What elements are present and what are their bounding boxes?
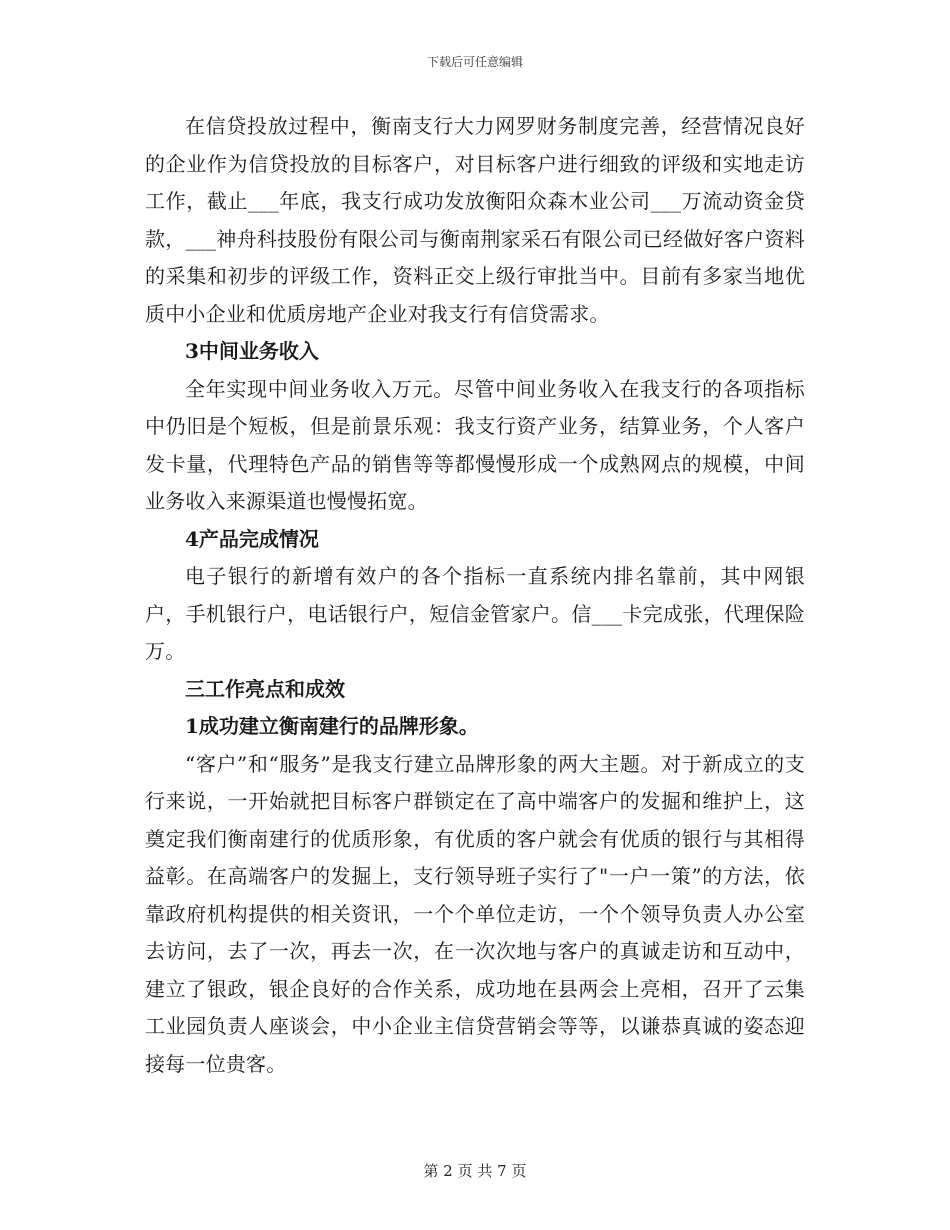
paragraph-brand-image: “客户”和“服务”是我支行建立品牌形象的两大主题。对于新成立的支行来说，一开始就把目标客户群锁定在了高中端客户的发掘和维护上，这奠定我们衡南建行的优质形象，有优质的客户就会有优质的银行与其相得益彰。在高端客户的发掘上，支行领导班子实行了"一户一策”的方法，依靠政府机构提供的相关资讯，一个个单位走访，一个个领导负责人办公室去访问，去了一次，再去一次，在一次次地与客户的真诚走访和互动中，建立了银政，银企良好的合作关系，成功地在县两会上亮相，召开了云集工业园负责人座谈会，中小企业主信贷营销会等等，以谦恭真诚的姿态迎接每一位贵客。	[145, 751, 805, 1076]
page-footer: 第 2 页 共 7 页	[423, 1162, 527, 1180]
page-header: 下载后可任意编辑	[426, 55, 523, 69]
paragraph-product-completion: 电子银行的新增有效户的各个指标一直系统内排名靠前，其中网银户，手机银行户，电话银行户，短信金管家户。信___卡完成张，代理保险万。	[145, 564, 805, 663]
paragraph-intermediate-income: 全年实现中间业务收入万元。尽管中间业务收入在我支行的各项指标中仍旧是个短板，但是前景乐观：我支行资产业务，结算业务，个人客户发卡量，代理特色产品的销售等等都慢慢形成一个成熟网点的规模，中间业务收入来源渠道也慢慢拓宽。	[145, 376, 805, 513]
section-heading-product-completion: 4产品完成情况	[185, 526, 319, 551]
subsection-heading-brand-image: 1成功建立衡南建行的品牌形象。	[185, 714, 479, 738]
section-heading-highlights: 三工作亮点和成效	[185, 676, 345, 701]
section-heading-intermediate-income: 3中间业务收入	[185, 339, 319, 363]
document-body	[145, 108, 805, 1083]
paragraph-credit-lending: 在信贷投放过程中，衡南支行大力网罗财务制度完善，经营情况良好的企业作为信贷投放的目标客户，对目标客户进行细致的评级和实地走访工作，截止___年底，我支行成功发放衡阳众森木业公司___万流动资金贷款，___神舟科技股份有限公司与衡南荆家采石有限公司已经做好客户资料的采集和初步的评级工作，资料正交上级行审批当中。目前有多家当地优质中小企业和优质房地产企业对我支行有信贷需求。	[145, 114, 805, 326]
